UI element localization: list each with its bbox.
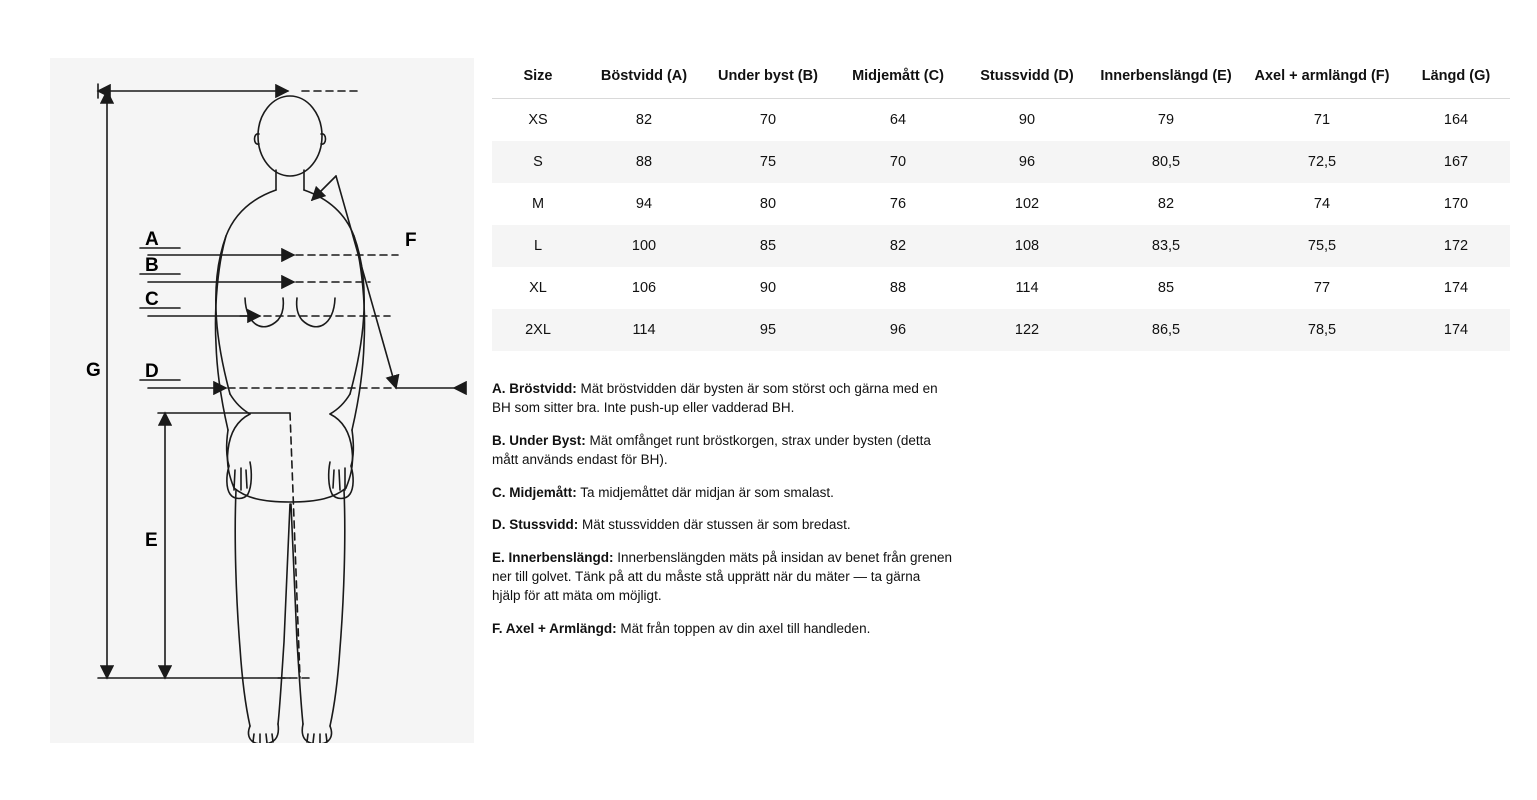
instruction-f — [492, 619, 952, 638]
cell-sleeve: 71 — [1313, 112, 1331, 128]
cell-inseam: 85 — [1157, 280, 1175, 296]
arrow-E — [158, 413, 290, 678]
cell-underbust: 75 — [759, 154, 777, 170]
cell-length: 174 — [1443, 280, 1469, 296]
cell-sleeve: 72,5 — [1307, 154, 1337, 170]
cell-bust: 100 — [631, 238, 657, 254]
label-A: A — [145, 229, 159, 250]
cell-size: XS — [528, 112, 548, 128]
cell-size: M — [531, 196, 545, 212]
cell-hip: 96 — [1018, 154, 1036, 170]
cell-length: 164 — [1443, 112, 1469, 128]
diagram-labels — [86, 229, 417, 551]
cell-waist: 70 — [889, 154, 907, 170]
label-D: D — [145, 361, 159, 382]
instruction-c-text: Ta midjemåttet där midjan är som smalast. — [576, 484, 834, 500]
instruction-d — [492, 515, 952, 534]
instruction-d-text: Mät stussvidden där stussen är som bredast. — [578, 517, 851, 533]
cell-waist: 82 — [889, 238, 907, 254]
arrow-G — [98, 91, 290, 678]
instruction-e-title: E. Innerbenslängd: — [492, 549, 614, 565]
cell-length: 172 — [1443, 238, 1469, 254]
instruction-e-text: Innerbenslängden mäts på insidan av benet från grenen ner till golvet. Tänk på att du måste stå upprätt när du mäter — ta gärna hjälp för att mäta om möjligt. — [492, 549, 953, 604]
cell-underbust: 85 — [759, 238, 777, 254]
cell-sleeve: 74 — [1313, 196, 1331, 212]
instruction-f-text: Mät från toppen av din axel till handleden. — [616, 620, 871, 636]
table-row — [492, 309, 1510, 351]
cell-underbust: 70 — [759, 112, 777, 128]
cell-bust: 82 — [635, 112, 653, 128]
cell-inseam: 82 — [1157, 196, 1175, 212]
cell-size: XL — [529, 280, 547, 296]
table-row — [492, 225, 1510, 267]
cell-bust: 114 — [632, 322, 656, 338]
cell-size: S — [533, 154, 543, 170]
instruction-d-title: D. Stussvidd: — [492, 517, 579, 533]
cell-sleeve: 78,5 — [1307, 322, 1337, 338]
column-header-length: Längd (G) — [1402, 56, 1510, 99]
column-header-sleeve: Axel + armlängd (F) — [1242, 56, 1402, 99]
cell-underbust: 80 — [759, 196, 777, 212]
instruction-a-title: A. Bröstvidd: — [492, 381, 577, 396]
cell-sleeve: 75,5 — [1307, 238, 1337, 254]
instruction-b-text: Mät omfånget runt bröstkorgen, strax under bysten (detta mått används endast för BH). — [492, 432, 931, 467]
cell-bust: 88 — [635, 154, 653, 170]
cell-inseam: 80,5 — [1151, 154, 1181, 170]
body-measurement-diagram — [50, 58, 474, 743]
instruction-b-title: B. Under Byst: — [492, 432, 586, 448]
label-G: G — [86, 360, 101, 381]
cell-bust: 106 — [631, 280, 657, 296]
cell-inseam: 86,5 — [1151, 322, 1181, 338]
instruction-a-text: Mät bröstvidden där bysten är som störst och gärna med en BH som sitter bra. Inte push-up eller vadderad BH. — [492, 381, 938, 416]
cell-bust: 94 — [635, 196, 653, 212]
label-F: F — [405, 230, 417, 251]
table-row — [492, 183, 1510, 225]
column-header-size: Size — [492, 56, 584, 99]
cell-hip: 102 — [1014, 196, 1040, 212]
column-header-hip: Stussvidd (D) — [964, 56, 1090, 99]
column-header-waist: Midjemått (C) — [832, 56, 964, 99]
cell-hip: 122 — [1014, 322, 1040, 338]
cell-waist: 88 — [889, 280, 907, 296]
size-guide-content — [492, 56, 1491, 651]
measurement-illustration-panel — [50, 58, 474, 743]
cell-underbust: 95 — [759, 322, 777, 338]
cell-waist: 96 — [889, 322, 907, 338]
table-header-row — [492, 56, 1510, 99]
table-row — [492, 267, 1510, 309]
measurement-instructions — [492, 379, 952, 638]
column-header-bust: Böstvidd (A) — [584, 56, 704, 99]
cell-length: 170 — [1443, 196, 1469, 212]
instruction-a — [492, 379, 952, 417]
instruction-c — [492, 483, 952, 502]
cell-inseam: 79 — [1157, 112, 1175, 128]
size-chart-table — [492, 56, 1510, 351]
cell-waist: 64 — [889, 112, 907, 128]
cell-length: 174 — [1443, 322, 1469, 338]
cell-waist: 76 — [889, 196, 907, 212]
label-C: C — [145, 289, 159, 310]
instruction-b — [492, 431, 952, 469]
label-E: E — [145, 530, 158, 551]
cell-underbust: 90 — [759, 280, 777, 296]
cell-hip: 90 — [1018, 112, 1036, 128]
dashed-guides — [228, 91, 398, 678]
instruction-f-title: F. Axel + Armlängd: — [492, 620, 617, 636]
table-row — [492, 141, 1510, 183]
instruction-c-title: C. Midjemått: — [492, 484, 577, 500]
cell-size: L — [533, 238, 543, 254]
cell-inseam: 83,5 — [1151, 238, 1181, 254]
column-header-inseam: Innerbenslängd (E) — [1090, 56, 1242, 99]
arrow-top — [98, 84, 288, 98]
instruction-e — [492, 548, 952, 605]
label-B: B — [145, 255, 159, 276]
table-row — [492, 99, 1510, 142]
cell-hip: 114 — [1015, 280, 1039, 296]
cell-hip: 108 — [1014, 238, 1040, 254]
cell-sleeve: 77 — [1313, 280, 1331, 296]
column-header-underbust: Under byst (B) — [704, 56, 832, 99]
cell-length: 167 — [1443, 154, 1469, 170]
cell-size: 2XL — [525, 322, 551, 338]
